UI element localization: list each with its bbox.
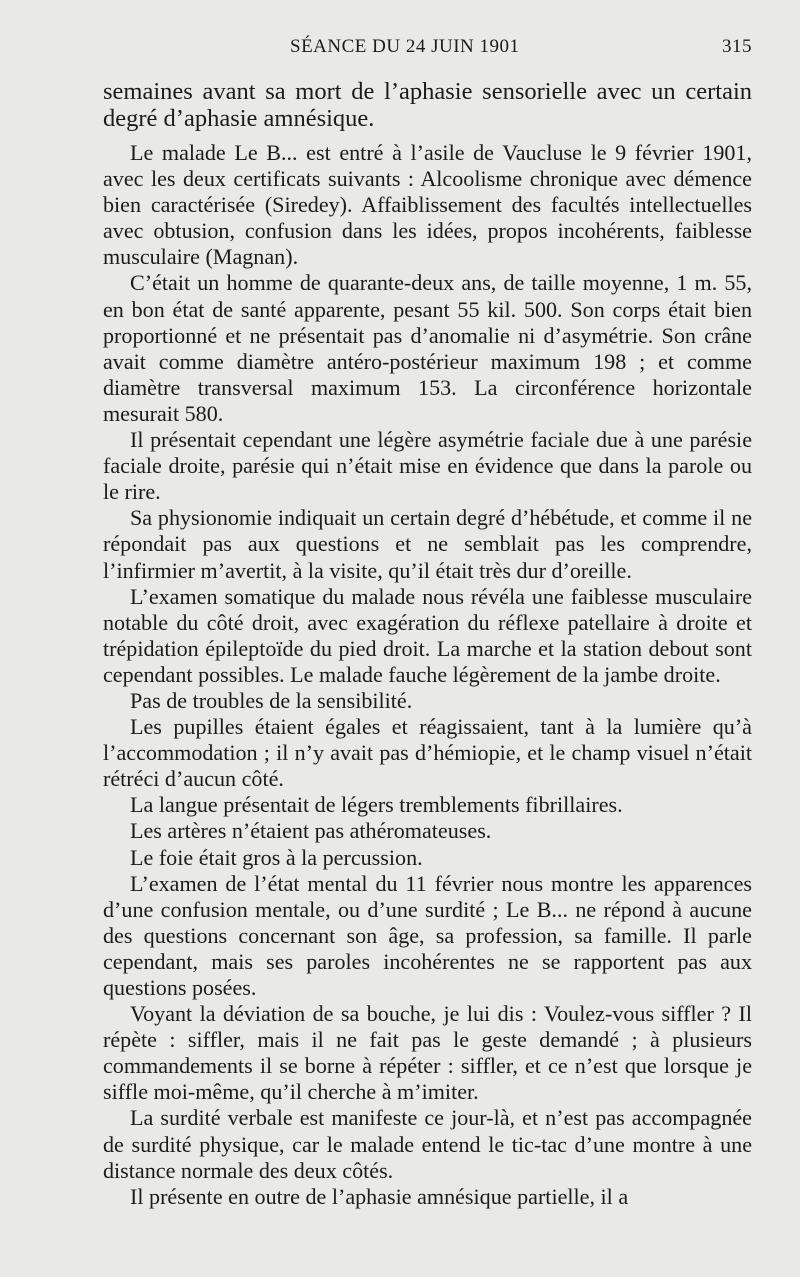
paragraph: C’était un homme de quarante-deux ans, de taille moyenne, 1 m. 55, en bon état de santé apparente, pesant 55 kil. 500. Son corps était bien proportionné et ne présentait pas d’anomalie ni d’asymétrie. Son crâne avait comme diamètre antéro-postérieur maximum 198 ; et comme diamètre transversal maximum 153. La circonférence horizontale mesurait 580. — [103, 270, 752, 426]
paragraph: La langue présentait de légers tremblements fibrillaires. — [130, 792, 623, 818]
paragraph: Sa physionomie indiquait un certain degré d’hébétude, et comme il ne répondait pas aux questions et ne semblait pas les comprendre, l’infirmier m’avertit, à la visite, qu’il était très dur d’oreille. — [103, 505, 752, 583]
paragraph: Le malade Le B... est entré à l’asile de Vaucluse le 9 février 1901, avec les deux certificats suivants : Alcoolisme chronique avec démence bien caractérisée (Siredey). Affaiblissement des facultés intellectuelles avec obtusion, confusion dans les idées, propos incohérents, faiblesse musculaire (Magnan). — [103, 140, 752, 270]
running-title: SÉANCE DU 24 JUIN 1901 — [290, 36, 520, 57]
paragraph: semaines avant sa mort de l’aphasie sensorielle avec un certain degré d’aphasie amnésique. — [103, 78, 752, 132]
paragraph: Il présente en outre de l’aphasie amnésique partielle, il a — [130, 1183, 629, 1209]
paragraph: L’examen somatique du malade nous révéla une faiblesse musculaire notable du côté droit, avec exagération du réflexe patellaire à droite et trépidation épileptoïde du pied droit. La marche et la station debout sont cependant possibles. Le malade fauche légèrement de la jambe droite. — [103, 583, 752, 687]
page-number: 315 — [722, 36, 752, 57]
paragraph: La surdité verbale est manifeste ce jour-là, et n’est pas accompagnée de surdité physique, car le malade entend le tic-tac d’une montre à une distance normale des deux côtés. — [103, 1105, 752, 1183]
paragraph: Les pupilles étaient égales et réagissaient, tant à la lumière qu’à l’accommodation ; il n’y avait pas d’hémiopie, et le champ visuel n’était rétréci d’aucun côté. — [103, 714, 752, 792]
body-text — [103, 78, 752, 1210]
paragraph: Les artères n’étaient pas athéromateuses. — [130, 818, 492, 844]
paragraph: Il présentait cependant une légère asymétrie faciale due à une parésie faciale droite, parésie qui n’était mise en évidence que dans la parole ou le rire. — [103, 427, 752, 505]
paragraph: Voyant la déviation de sa bouche, je lui dis : Voulez-vous siffler ? Il répète : siffler, mais il ne fait pas le geste demandé ; à plusieurs commandements il se borne à répéter : siffler, et ce n’est que lorsque je siffle moi-même, qu’il cherche à m’imiter. — [103, 1001, 752, 1105]
paragraph: Le foie était gros à la percussion. — [130, 844, 423, 870]
running-header — [290, 36, 752, 66]
paragraph: L’examen de l’état mental du 11 février nous montre les apparences d’une confusion mentale, ou d’une surdité ; Le B... ne répond à aucune des questions concernant son âge, sa profession, sa famille. Il parle cependant, mais ses paroles incohérentes ne se rapportent pas aux questions posées. — [103, 870, 752, 1000]
paragraph: Pas de troubles de la sensibilité. — [130, 687, 413, 713]
